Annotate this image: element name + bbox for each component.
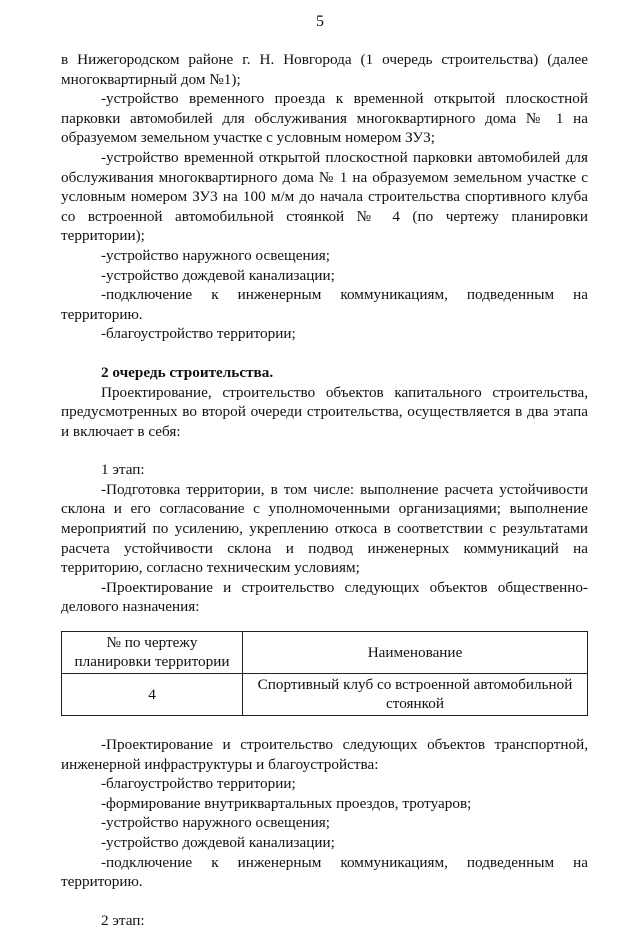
spacer	[61, 617, 588, 631]
list-item: -устройство наружного освещения;	[101, 246, 330, 264]
table-header-cell: № по чертежу планировки территории	[62, 632, 243, 674]
objects-table	[61, 631, 588, 716]
list-item: -устройство временного проезда к временной открытой плоскостной парковки автомобилей для обслуживания многоквартирного дома № 1 на образуемом земельном участке с условным номером ЗУ3;	[61, 90, 588, 147]
list-item: -Проектирование и строительство следующих объектов транспортной, инженерной инфраструктуры и благоустройства:	[61, 736, 588, 773]
stage-title: 2 этап:	[101, 911, 145, 929]
list-item: -подключение к инженерным коммуникациям, подведенным на территорию.	[61, 286, 588, 323]
list-item: -благоустройство территории;	[101, 325, 296, 343]
page-number: 5	[316, 13, 324, 30]
table-cell: Спортивный клуб со встроенной автомобильной стоянкой	[243, 674, 588, 716]
spacer	[61, 892, 588, 911]
table-header-row	[62, 632, 588, 674]
list-item: -Подготовка территории, в том числе: выполнение расчета устойчивости склона и его согласование с уполномоченными организациями; выполнение мероприятий по усилению, укреплению откоса в соответствии с результатами расчета устойчивости склона и подвод инженерных коммуникаций на территорию, согласно техническим условиям;	[61, 480, 588, 577]
list-item: -устройство наружного освещения;	[101, 814, 330, 832]
table-header-cell: Наименование	[243, 632, 588, 674]
spacer	[61, 716, 588, 735]
list-item: -устройство временной открытой плоскостной парковки автомобилей для обслуживания многоквартирного дома № 1 на образуемом земельном участке с условным номером ЗУ3 на 100 м/м до начала строительства спортивного клуба со встроенной автомобильной стоянкой № 4 (по чертежу планировки территории);	[61, 148, 588, 245]
paragraph: Проектирование, строительство объектов капитального строительства, предусмотренных во второй очереди строительства, осуществляется в два этапа и включает в себя:	[61, 383, 588, 440]
list-item: -подключение к инженерным коммуникациям, подведенным на территорию.	[61, 853, 588, 891]
spacer	[61, 441, 588, 460]
list-item: -Проектирование и строительство следующих объектов общественно-делового назначения:	[61, 578, 588, 616]
table-row	[62, 674, 588, 716]
list-item: -устройство дождевой канализации;	[101, 266, 335, 284]
list-item: -благоустройство территории;	[101, 775, 296, 793]
list-item: -формирование внутриквартальных проездов, тротуаров;	[101, 794, 472, 812]
list-item: -устройство дождевой канализации;	[101, 834, 335, 851]
section-heading: 2 очередь строительства.	[101, 363, 274, 381]
document-body	[61, 50, 588, 930]
table-cell: 4	[62, 674, 243, 716]
spacer	[61, 344, 588, 363]
stage-title: 1 этап:	[101, 461, 145, 479]
paragraph: в Нижегородском районе г. Н. Новгорода (1 очередь строительства) (далее многоквартирный дом №1);	[61, 51, 588, 88]
